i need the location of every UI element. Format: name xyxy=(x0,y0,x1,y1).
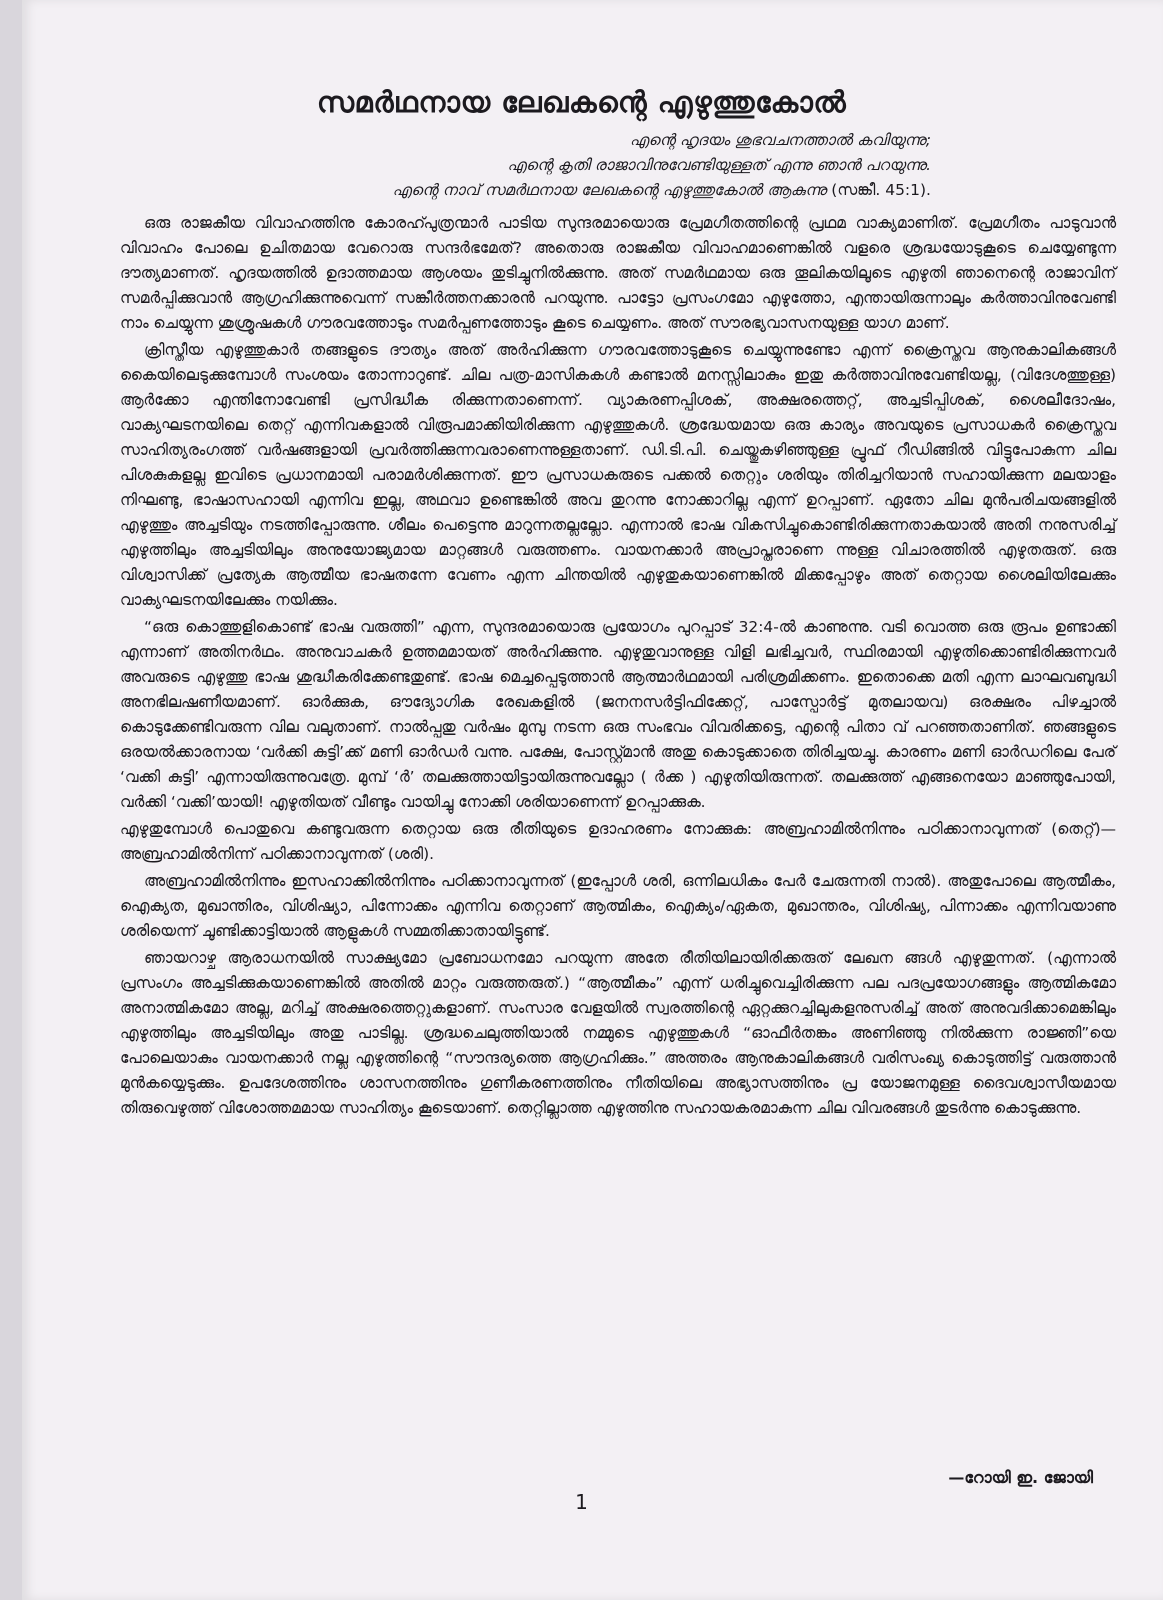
paragraph-5: അബ്രഹാമിൽനിന്നും ഇസഹാക്കിൽനിന്നും പഠിക്കാനാവുന്നത് (ഇപ്പോൾ ശരി, ഒന്നിലധികം പേർ ചേരുന്നതി നാൽ). അതുപോലെ ആത്മീകം, ഐക്യത, മുഖാന്തിരം, വിശിഷ്യാ, പിന്നോക്കം എന്നിവ തെറ്റാണ് ആത്മികം, ഐക്യം/ഏകത, മുഖാന്തരം, വിശിഷ്യ, പിന്നാക്കം എന്നിവയാണു ശരിയെന്ന് ചൂണ്ടിക്കാട്ടിയാൽ ആളുകൾ സമ്മതിക്കാതായിട്ടുണ്ട്. xyxy=(120,872,1116,940)
epigraph-reference: (സങ്കീ. 45:1). xyxy=(831,181,931,199)
paragraph-1: ഒരു രാജകീയ വിവാഹത്തിനു കോരഹ്പുത്രന്മാർ പാടിയ സുന്ദരമായൊരു പ്രേമഗീതത്തിന്റെ പ്രഥമ വാക്യമാണിത്. പ്രേമഗീതം പാടുവാൻ വിവാഹം പോലെ ഉചിതമായ വേറൊരു സന്ദർഭമേത്? അതൊരു രാജകീയ വിവാഹമാണെങ്കിൽ വളരെ ശ്രദ്ധയോടുകൂടെ ചെയ്യേണ്ടുന്ന ദൗത്യമാണത്. ഹൃദയത്തിൽ ഉദാത്തമായ ആശയം തുടിച്ചുനിൽക്കുന്നു. അത് സമർഥമായ ഒരു തൂലികയിലൂടെ എഴുതി ഞാനെന്റെ രാജാവിന് സമർപ്പിക്കുവാൻ ആഗ്രഹിക്കുന്നുവെന്ന് സങ്കീർത്തനക്കാരൻ പറയുന്നു. പാട്ടോ പ്രസംഗമോ എഴുത്തോ, എന്തായിരുന്നാലും കർത്താവിനുവേണ്ടി നാം ചെയ്യുന്ന ശുശ്രൂഷകൾ ഗൗരവത്തോടും സമർപ്പണത്തോടും കൂടെ ചെയ്യണം. അത് സൗരഭ്യവാസനയുള്ള യാഗ മാണ്. xyxy=(120,214,1116,332)
epigraph-line-3-text: എന്റെ നാവ് സമർഥനായ ലേഖകന്റെ എഴുത്തുകോൽ ആകുന്നു xyxy=(392,181,827,199)
paragraph-3: “ഒരു കൊത്തുളികൊണ്ട് ഭാഷ വരുത്തി” എന്ന, സുന്ദരമായൊരു പ്രയോഗം പുറപ്പാട് 32:4-ൽ കാണുന്നു. വടി വൊത്ത ഒരു രൂപം ഉണ്ടാക്കി എന്നാണ് അതിനർഥം. അനുവാചകർ ഉത്തമമായത് അർഹിക്കുന്നു. എഴുതുവാനുള്ള വിളി ലഭിച്ചവർ, സ്ഥിരമായി എഴുതിക്കൊണ്ടിരിക്കുന്നവർ അവരുടെ എഴുത്തു ഭാഷ ശുദ്ധീകരിക്കേണ്ടതുണ്ട്. ഭാഷ മെച്ചപ്പെടുത്താൻ ആത്മാർഥമായി പരിശ്രമിക്കണം. ഇതൊക്കെ മതി എന്ന ലാഘവബുദ്ധി അനഭിലഷണീയമാണ്. ഓർക്കുക, ഔദ്യോഗിക രേഖകളിൽ (ജനനസർട്ടിഫിക്കേറ്റ്, പാസ്പോർട്ട് മുതലായവ) ഒരക്ഷരം പിഴച്ചാൽ കൊടുക്കേണ്ടിവരുന്ന വില വലുതാണ്. നാൽപ്പതു വർഷം മുമ്പു നടന്ന ഒരു സംഭവം വിവരിക്കട്ടെ, എന്റെ പിതാ വ് പറഞ്ഞതാണിത്. ഞങ്ങളുടെ ഒരയൽക്കാരനായ ‘വർക്കി കുട്ടി’ക്ക് മണി ഓർഡർ വന്നു. പക്ഷേ, പോസ്റ്റ്മാൻ അതു കൊടുക്കാതെ തിരിച്ചയച്ചു. കാരണം മണി ഓർഡറിലെ പേര് ‘വക്കി കുട്ടി’ എന്നായിരുന്നുവത്രേ. മുമ്പ് ‘ർ’ തലക്കുത്തായിട്ടായിരുന്നുവല്ലോ ( ർക്ക ) എഴുതിയിരുന്നത്. തലക്കുത്ത് എങ്ങനെയോ മാഞ്ഞുപോയി, വർക്കി ‘വക്കി’യായി! എഴുതിയത് വീണ്ടും വായിച്ചു നോക്കി ശരിയാണെന്ന് ഉറപ്പാക്കുക. xyxy=(120,618,1116,811)
page-number: 1 xyxy=(575,1490,588,1514)
epigraph xyxy=(0,128,1163,203)
article-body xyxy=(120,211,1116,1123)
epigraph-line-2: എന്റെ കൃതി രാജാവിനുവേണ്ടിയുള്ളത് എന്നു ഞാൻ പറയുന്നു. xyxy=(507,156,931,174)
paragraph-4: എഴുതുമ്പോൾ പൊതുവെ കണ്ടുവരുന്ന തെറ്റായ ഒരു രീതിയുടെ ഉദാഹരണം നോക്കുക: അബ്രഹാമിൽനിന്നും പഠിക്കാനാവുന്നത് (തെറ്റ്)—അബ്രഹാമിൽനിന്ന് പഠിക്കാനാവുന്നത് (ശരി). xyxy=(120,820,1116,863)
paragraph-2: ക്രിസ്തീയ എഴുത്തുകാർ തങ്ങളുടെ ദൗത്യം അത് അർഹിക്കുന്ന ഗൗരവത്തോടുകൂടെ ചെയ്യുന്നുണ്ടോ എന്ന് ക്രൈസ്തവ ആനുകാലികങ്ങൾ കൈയിലെടുക്കുമ്പോൾ സംശയം തോന്നാറുണ്ട്. ചില പത്ര-മാസികകൾ കണ്ടാൽ മനസ്സിലാകും ഇതു കർത്താവിനുവേണ്ടിയല്ല, (വിദേശത്തുള്ള) ആർക്കോ എന്തിനോവേണ്ടി പ്രസിദ്ധീക രിക്കുന്നതാണെന്ന്. വ്യാകരണപ്പിശക്, അക്ഷരത്തെറ്റ്, അച്ചടിപ്പിശക്, ശൈലീദോഷം, വാക്യഘടനയിലെ തെറ്റ് എന്നിവകളാൽ വിരൂപമാക്കിയിരിക്കുന്ന എഴുത്തുകൾ. ശ്രദ്ധേയമായ ഒരു കാര്യം അവയുടെ പ്രസാധകർ ക്രൈസ്തവ സാഹിത്യരംഗത്ത് വർഷങ്ങളായി പ്രവർത്തിക്കുന്നവരാണെന്നുള്ളതാണ്. ഡി.ടി.പി. ചെയ്തുകഴിഞ്ഞുള്ള പ്രൂഫ് റീഡിങ്ങിൽ വിട്ടുപോകുന്ന ചില പിശകുകളല്ല ഇവിടെ പ്രധാനമായി പരാമർശിക്കുന്നത്. ഈ പ്രസാധകരുടെ പക്കൽ തെറ്റും ശരിയും തിരിച്ചറിയാൻ സഹായിക്കുന്ന മലയാളം നിഘണ്ടു, ഭാഷാസഹായി എന്നിവ ഇല്ല, അഥവാ ഉണ്ടെങ്കിൽ അവ തുറന്നു നോക്കാറില്ല എന്ന് ഉറപ്പാണ്. ഏതോ ചില മുൻപരിചയങ്ങളിൽ എഴുത്തും അച്ചടിയും നടത്തിപ്പോരുന്നു. ശീലം പെട്ടെന്നു മാറുന്നതല്ലല്ലോ. എന്നാൽ ഭാഷ വികസിച്ചുകൊണ്ടിരിക്കുന്നതാകയാൽ അതി നനുസരിച്ച് എഴുത്തിലും അച്ചടിയിലും അനുയോജ്യമായ മാറ്റങ്ങൾ വരുത്തണം. വായനക്കാർ അപ്രാപ്തരാണെ ന്നുള്ള വിചാരത്തിൽ എഴുതരുത്. ഒരു വിശ്വാസിക്ക് പ്രത്യേക ആത്മീയ ഭാഷതന്നേ വേണം എന്ന ചിന്തയിൽ എഴുതുകയാണെങ്കിൽ മിക്കപ്പോഴും അത് തെറ്റായ ശൈലിയിലേക്കും വാക്യഘടനയിലേക്കും നയിക്കും. xyxy=(120,341,1116,609)
epigraph-line-3 xyxy=(0,178,931,203)
paragraph-6: ഞായറാഴ്ച ആരാധനയിൽ സാക്ഷ്യമോ പ്രബോധനമോ പറയുന്ന അതേ രീതിയിലായിരിക്കരുത് ലേഖന ങ്ങൾ എഴുതുന്നത്. (എന്നാൽ പ്രസംഗം അച്ചടിക്കുകയാണെങ്കിൽ അതിൽ മാറ്റം വരുത്തരുത്.) “ആത്മീകം” എന്ന് ധരിച്ചുവെച്ചിരിക്കുന്ന പല പദപ്രയോഗങ്ങളും ആത്മികമോ അനാത്മികമോ അല്ല, മറിച്ച് അക്ഷരത്തെറ്റുകളാണ്. സംസാര വേളയിൽ സ്വരത്തിന്റെ ഏറ്റക്കുറച്ചിലുകളനുസരിച്ച് അത് അനുവദിക്കാമെങ്കിലും എഴുത്തിലും അച്ചടിയിലും അതു പാടില്ല. ശ്രദ്ധചെലുത്തിയാൽ നമ്മുടെ എഴുത്തുകൾ “ഓഫീർതങ്കം അണിഞ്ഞു നിൽക്കുന്ന രാജ്ഞി”യെ പോലെയാകും വായനക്കാർ നല്ല എഴുത്തിന്റെ “സൗന്ദര്യത്തെ ആഗ്രഹിക്കും.” അത്തരം ആനുകാലികങ്ങൾ വരിസംഖ്യ കൊടുത്തിട്ട് വരുത്താൻ മുൻകയ്യെടുക്കും. ഉപദേശത്തിനും ശാസനത്തിനും ഗുണീകരണത്തിനും നീതിയിലെ അഭ്യാസത്തിനും പ്ര യോജനമുള്ള ദൈവശ്വാസീയമായ തിരുവെഴുത്ത് വിശോത്തമമായ സാഹിത്യം കൂടെയാണ്. തെറ്റില്ലാത്ത എഴുത്തിനു സഹായകരമാകുന്ന ചില വിവരങ്ങൾ തുടർന്നു കൊടുക്കുന്നു. xyxy=(120,949,1116,1117)
author-signature: —റോയി ഇ. ജോയി xyxy=(948,1468,1093,1487)
epigraph-line-1: എന്റെ ഹൃദയം ശുഭവചനത്താൽ കവിയുന്നു; xyxy=(629,131,931,149)
article-title: സമർഥനായ ലേഖകന്റെ എഴുത്തുകോൽ xyxy=(316,85,847,120)
